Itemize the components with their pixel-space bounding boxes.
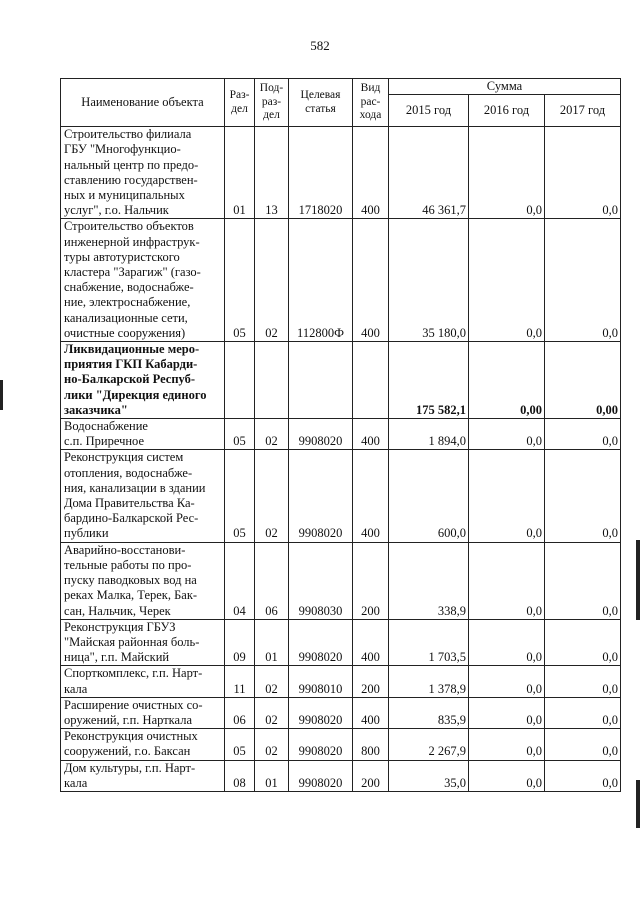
object-name-line: Реконструкция ГБУЗ [64, 619, 176, 634]
razdel-cell: 05 [225, 450, 255, 542]
header-podrazdel: Под- раз- дел [255, 79, 289, 127]
amount-y2016-cell: 0,0 [469, 450, 545, 542]
object-name-line: Расширение очистных со- [64, 697, 203, 712]
object-name-line: отопления, водоснабже- [64, 465, 193, 480]
podrazdel-cell: 02 [255, 666, 289, 697]
razdel-cell: 01 [225, 127, 255, 219]
object-name-line: бардино-Балкарской Рес- [64, 511, 199, 526]
podrazdel-cell: 02 [255, 450, 289, 542]
vid-cell: 800 [353, 729, 389, 760]
header-year-2016: 2016 год [469, 95, 545, 127]
amount-y2015-cell: 2 267,9 [389, 729, 469, 760]
header-vid: Вид рас- хода [353, 79, 389, 127]
object-name-line: Реконструкция систем [64, 450, 184, 465]
amount-y2015-cell: 46 361,7 [389, 127, 469, 219]
razdel-cell [225, 342, 255, 419]
vid-cell: 400 [353, 619, 389, 666]
table-row [61, 619, 621, 666]
object-name-line: ние, электроснабжение, [64, 295, 191, 310]
header-sum: Сумма [389, 79, 621, 95]
object-name-line: Спорткомплекс, г.п. Нарт- [64, 666, 203, 681]
amount-y2016-cell: 0,0 [469, 619, 545, 666]
table-row [61, 450, 621, 542]
amount-y2017-cell: 0,0 [545, 666, 621, 697]
razdel-cell: 05 [225, 419, 255, 450]
page-number: 582 [310, 38, 330, 53]
edge-mark [636, 780, 640, 828]
vid-cell: 400 [353, 450, 389, 542]
vid-cell: 200 [353, 542, 389, 619]
amount-y2015-cell: 338,9 [389, 542, 469, 619]
target-cell: 9908020 [289, 450, 353, 542]
razdel-cell: 04 [225, 542, 255, 619]
amount-y2017-cell: 0,0 [545, 219, 621, 342]
amount-y2016-cell: 0,0 [469, 419, 545, 450]
podrazdel-cell: 02 [255, 729, 289, 760]
razdel-cell: 08 [225, 760, 255, 791]
amount-y2017-cell: 0,00 [545, 342, 621, 419]
amount-y2015-cell: 1 894,0 [389, 419, 469, 450]
object-name-line: Дома Правительства Ка- [64, 496, 195, 511]
object-name-line: Дом культуры, г.п. Нарт- [64, 760, 196, 775]
object-name-line: пуску паводковых вод на [64, 573, 197, 588]
object-name-line: "Майская районная боль- [64, 634, 200, 649]
table-row [61, 729, 621, 760]
vid-cell: 200 [353, 666, 389, 697]
object-name-line: ница", г.п. Майский [64, 650, 170, 665]
podrazdel-cell: 02 [255, 419, 289, 450]
amount-y2016-cell: 0,00 [469, 342, 545, 419]
amount-y2017-cell: 0,0 [545, 619, 621, 666]
object-name-line: кала [64, 775, 88, 790]
object-name-line: но-Балкарской Респуб- [64, 372, 196, 387]
object-name-line: инженерной инфраструк- [64, 234, 200, 249]
table-row [61, 542, 621, 619]
object-name-line: оружений, г.п. Нарткала [64, 712, 192, 727]
object-name-line: канализационные сети, [64, 310, 188, 325]
amount-y2015-cell: 600,0 [389, 450, 469, 542]
target-cell: 1718020 [289, 127, 353, 219]
target-cell: 9908030 [289, 542, 353, 619]
amount-y2016-cell: 0,0 [469, 219, 545, 342]
object-name-line: сан, Нальчик, Черек [64, 603, 171, 618]
podrazdel-cell: 02 [255, 697, 289, 728]
razdel-cell: 05 [225, 219, 255, 342]
table-row [61, 760, 621, 791]
object-name-cell [61, 219, 225, 342]
header-year-2015: 2015 год [389, 95, 469, 127]
amount-y2017-cell: 0,0 [545, 729, 621, 760]
amount-y2016-cell: 0,0 [469, 542, 545, 619]
razdel-cell: 09 [225, 619, 255, 666]
amount-y2015-cell: 835,9 [389, 697, 469, 728]
amount-y2017-cell: 0,0 [545, 760, 621, 791]
table-row [61, 419, 621, 450]
target-cell: 9908020 [289, 760, 353, 791]
object-name-line: ния, канализации в здании [64, 480, 206, 495]
edge-mark [636, 540, 640, 620]
object-name-line: туры автотуристского [64, 249, 180, 264]
object-name-line: кала [64, 681, 88, 696]
object-name-line: Водоснабжение [64, 419, 148, 434]
target-cell: 9908020 [289, 619, 353, 666]
object-name-line: с.п. Приречное [64, 434, 144, 449]
object-name-line: приятия ГКП Кабарди- [64, 357, 198, 372]
amount-y2017-cell: 0,0 [545, 450, 621, 542]
table-row [61, 697, 621, 728]
object-name-line: публики [64, 526, 109, 541]
object-name-cell [61, 450, 225, 542]
object-name-line: тельные работы по про- [64, 557, 192, 572]
amount-y2017-cell: 0,0 [545, 542, 621, 619]
vid-cell: 400 [353, 419, 389, 450]
podrazdel-cell [255, 342, 289, 419]
object-name-line: Ликвидационные меро- [64, 342, 200, 357]
header-name: Наименование объекта [61, 79, 225, 127]
vid-cell: 400 [353, 127, 389, 219]
table-row [61, 666, 621, 697]
amount-y2017-cell: 0,0 [545, 697, 621, 728]
amount-y2016-cell: 0,0 [469, 760, 545, 791]
amount-y2015-cell: 35,0 [389, 760, 469, 791]
header-year-2017: 2017 год [545, 95, 621, 127]
object-name-line: ставлению государствен- [64, 172, 198, 187]
header-target: Целевая статья [289, 79, 353, 127]
amount-y2016-cell: 0,0 [469, 729, 545, 760]
podrazdel-cell: 13 [255, 127, 289, 219]
object-name-line: нальный центр по предо- [64, 157, 199, 172]
object-name-line: Аварийно-восстанови- [64, 542, 186, 557]
object-name-line: Строительство филиала [64, 127, 192, 142]
amount-y2016-cell: 0,0 [469, 127, 545, 219]
object-name-cell [61, 666, 225, 697]
target-cell: 9908010 [289, 666, 353, 697]
amount-y2017-cell: 0,0 [545, 127, 621, 219]
vid-cell: 400 [353, 697, 389, 728]
object-name-line: ГБУ "Многофункцио- [64, 142, 181, 157]
podrazdel-cell: 06 [255, 542, 289, 619]
header-razdel: Раз- дел [225, 79, 255, 127]
target-cell: 9908020 [289, 419, 353, 450]
podrazdel-cell: 01 [255, 619, 289, 666]
vid-cell: 200 [353, 760, 389, 791]
object-name-cell [61, 729, 225, 760]
object-name-line: реках Малка, Терек, Бак- [64, 588, 198, 603]
object-name-cell [61, 419, 225, 450]
object-name-line: заказчика" [64, 402, 128, 417]
table-row [61, 342, 621, 419]
object-name-line: снабжение, водоснабже- [64, 280, 194, 295]
table-row [61, 127, 621, 219]
razdel-cell: 11 [225, 666, 255, 697]
object-name-line: лики "Дирекция единого [64, 387, 207, 402]
target-cell [289, 342, 353, 419]
amount-y2017-cell: 0,0 [545, 419, 621, 450]
target-cell: 112800Ф [289, 219, 353, 342]
amount-y2015-cell: 1 378,9 [389, 666, 469, 697]
object-name-line: кластера "Зарагиж" (газо- [64, 265, 201, 280]
table-row [61, 219, 621, 342]
object-name-line: Реконструкция очистных [64, 729, 198, 744]
object-name-cell [61, 619, 225, 666]
podrazdel-cell: 02 [255, 219, 289, 342]
budget-table [60, 78, 621, 792]
edge-mark [0, 380, 3, 410]
razdel-cell: 05 [225, 729, 255, 760]
object-name-line: услуг", г.о. Нальчик [64, 203, 169, 218]
amount-y2015-cell: 35 180,0 [389, 219, 469, 342]
table-body [61, 127, 621, 792]
amount-y2015-cell: 175 582,1 [389, 342, 469, 419]
object-name-cell [61, 697, 225, 728]
amount-y2016-cell: 0,0 [469, 666, 545, 697]
amount-y2016-cell: 0,0 [469, 697, 545, 728]
vid-cell [353, 342, 389, 419]
amount-y2015-cell: 1 703,5 [389, 619, 469, 666]
podrazdel-cell: 01 [255, 760, 289, 791]
vid-cell: 400 [353, 219, 389, 342]
object-name-cell [61, 342, 225, 419]
razdel-cell: 06 [225, 697, 255, 728]
object-name-cell [61, 127, 225, 219]
object-name-line: очистные сооружения) [64, 325, 186, 340]
object-name-cell [61, 760, 225, 791]
object-name-line: сооружений, г.о. Баксан [64, 744, 191, 759]
object-name-line: Строительство объектов [64, 219, 194, 234]
object-name-line: ных и муниципальных [64, 188, 185, 203]
target-cell: 9908020 [289, 729, 353, 760]
object-name-cell [61, 542, 225, 619]
target-cell: 9908020 [289, 697, 353, 728]
